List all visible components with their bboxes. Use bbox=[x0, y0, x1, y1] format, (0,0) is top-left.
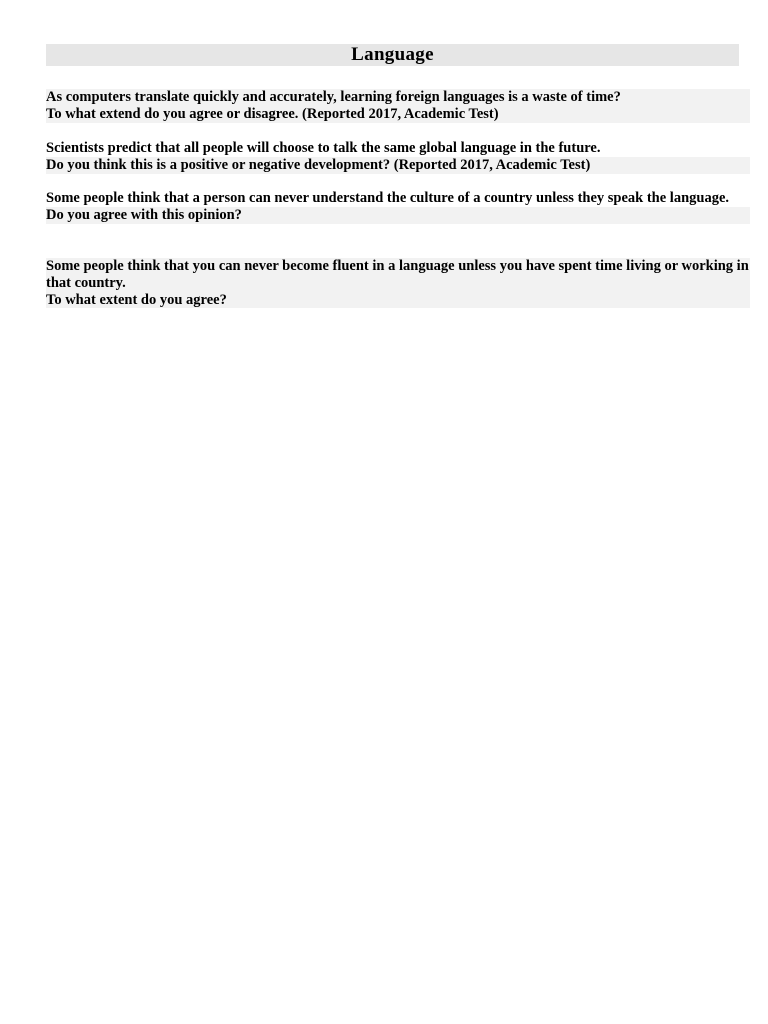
question-block-1 bbox=[46, 89, 750, 123]
question-block-4 bbox=[46, 258, 753, 308]
question-1-task: To what extend do you agree or disagree. (Reported 2017, Academic Test) bbox=[46, 106, 750, 123]
page-title: Language bbox=[351, 44, 434, 65]
question-4-prompt: Some people think that you can never become fluent in a language unless you have spent time living or working in that country. bbox=[46, 258, 753, 291]
question-block-2 bbox=[46, 140, 750, 174]
question-3-task: Do you agree with this opinion? bbox=[46, 207, 750, 224]
question-block-3 bbox=[46, 190, 750, 224]
question-1-prompt: As computers translate quickly and accurately, learning foreign languages is a waste of time? bbox=[46, 89, 750, 106]
question-2-prompt: Scientists predict that all people will choose to talk the same global language in the future. bbox=[46, 140, 601, 156]
question-2-task: Do you think this is a positive or negative development? (Reported 2017, Academic Test) bbox=[46, 157, 750, 174]
question-3-prompt: Some people think that a person can never understand the culture of a country unless they speak the language. bbox=[46, 190, 730, 206]
title-bar bbox=[46, 44, 739, 66]
question-4-task: To what extent do you agree? bbox=[46, 292, 750, 309]
